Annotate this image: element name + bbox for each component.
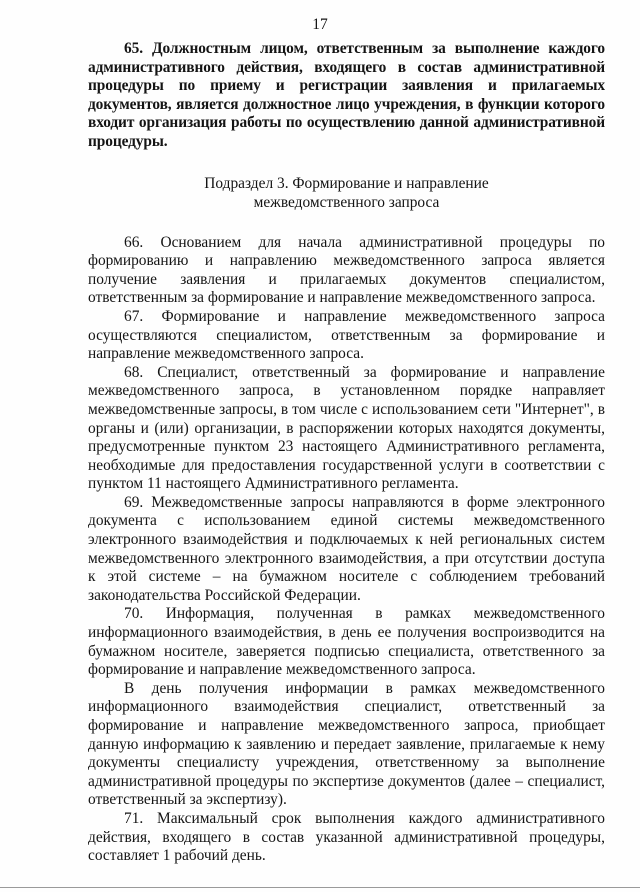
paragraph-69: 69. Межведомственные запросы направляются в форме электронного документа с использованием единой системы межведомственного электронного взаимодействия и подключаемых к ней региональных систем межведомственного электронного взаимодействия, а при отсутствии доступа к этой системе – на бумажном носителе с соблюдением требований законодательства Российской Федерации. (88, 493, 605, 604)
paragraph-70: 70. Информация, полученная в рамках межведомственного информационного взаимодействия, в день ее получения воспроизводится на бумажном носителе, заверяется подписью специалиста, ответственного за формирование и направление межведомственного запроса. (88, 605, 605, 679)
subsection-heading (88, 174, 605, 212)
page-number: 17 (312, 16, 328, 33)
paragraph-71: 71. Максимальный срок выполнения каждого административного действия, входящего в состав указанной административной процедуры, составляет 1 рабочий день. (88, 809, 605, 865)
paragraph-70-continuation: В день получения информации в рамках межведомственного информационного взаимодействия специалист, ответственный за формирование и направление межведомственного запроса, приобщает данную информацию к заявлению и передает заявление, прилагаемые к нему документы специалисту учреждения, ответственному за выполнение административной процедуры по экспертизе документов (далее – специалист, ответственный за экспертизу). (88, 679, 605, 809)
subsection-heading-line-1: Подраздел 3. Формирование и направление (204, 174, 489, 192)
document-body (88, 40, 605, 866)
subsection-heading-line-2: межведомственного запроса (253, 193, 440, 211)
paragraph-68: 68. Специалист, ответственный за формирование и направление межведомственного запроса, в установленном порядке направляет межведомственные запросы, в том числе с использованием сети "Интернет", в органы и (или) организации, в распоряжении которых находятся документы, предусмотренные пунктом 23 настоящего Административного регламента, необходимые для предоставления государственной услуги в соответствии с пунктом 11 настоящего Административного регламента. (88, 363, 605, 493)
paragraph-66: 66. Основанием для начала административной процедуры по формированию и направлению межведомственного запроса является получение заявления и прилагаемых документов специалистом, ответственным за формирование и направление межведомственного запроса. (88, 233, 605, 307)
paragraph-67: 67. Формирование и направление межведомственного запроса осуществляются специалистом, ответственным за формирование и направление межведомственного запроса. (88, 307, 605, 363)
paragraph-65: 65. Должностным лицом, ответственным за выполнение каждого административного действия, входящего в состав административной процедуры по приему и регистрации заявления и прилагаемых документов, является должностное лицо учреждения, в функции которого входит организация работы по осуществлению данной административной процедуры. (88, 40, 605, 150)
scan-bottom-edge (0, 887, 640, 888)
